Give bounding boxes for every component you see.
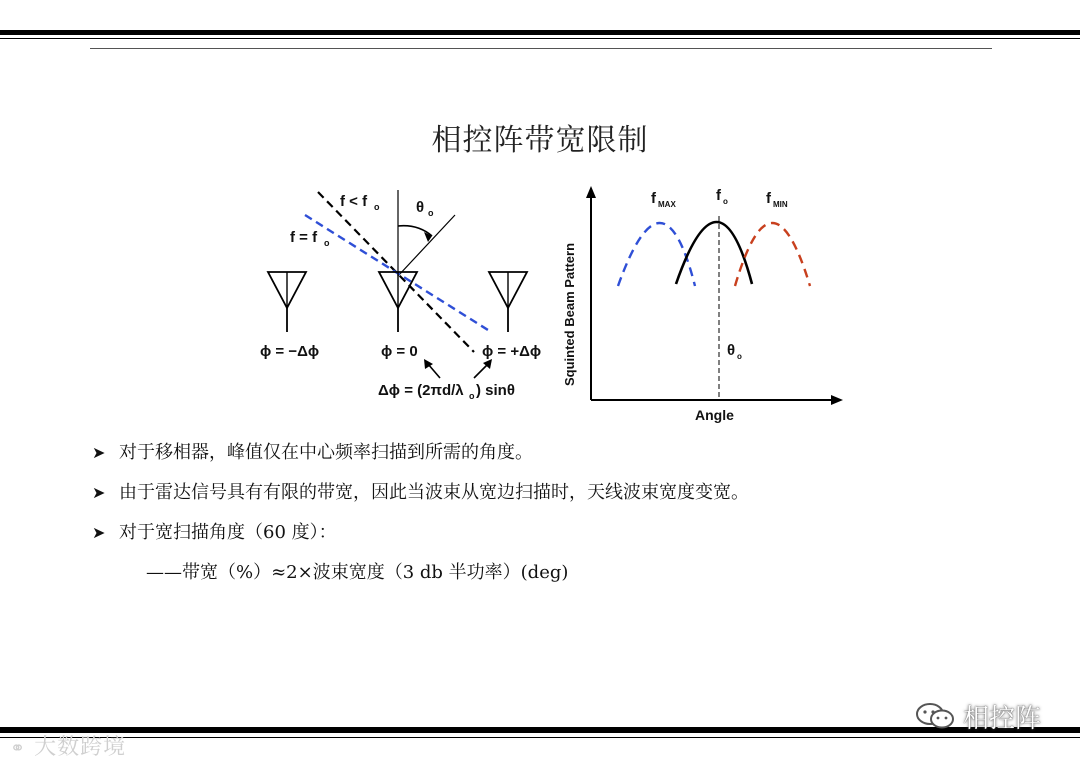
formula-part-b: ) sinθ: [476, 382, 515, 399]
formula-part-a: Δϕ = (2πd/λ: [378, 382, 464, 399]
x-axis-label: Angle: [695, 407, 734, 423]
theta-label: θ: [416, 199, 425, 216]
label-fmin: f: [766, 190, 771, 207]
y-axis-arrow: [586, 186, 596, 198]
slide-title: 相控阵带宽限制: [431, 123, 649, 158]
top-thin-rule: [0, 38, 1080, 39]
bullet-text: 对于宽扫描角度（60 度）：: [119, 522, 337, 543]
label-fmax: f: [651, 190, 656, 207]
watermark-right: [915, 700, 1041, 732]
theta-sub: o: [428, 208, 434, 218]
label-f-eq-fo-sub: o: [324, 238, 330, 248]
squint-plot: [555, 180, 855, 440]
bullet-item: [92, 520, 992, 560]
bullet-item: [92, 480, 992, 520]
antenna-mid-icon: [379, 272, 417, 332]
label-f-lt-fo: f < f: [340, 193, 368, 210]
theta-o-sub: o: [737, 352, 742, 361]
curve-fmax: [618, 223, 695, 286]
watermark-left-text: 大数跨境: [34, 735, 127, 760]
label-f-eq-fo: f = f: [290, 229, 318, 246]
bandwidth-formula-line: ——带宽（%）≈2×波束宽度（3 db 半功率）(deg): [146, 562, 569, 583]
bullet-text: 对于移相器，峰值仅在中心频率扫描到所需的角度。: [119, 442, 533, 463]
watermark-left: [10, 730, 126, 761]
header-line: [90, 48, 992, 49]
phase-left-label: ϕ = −Δϕ: [260, 343, 320, 360]
bullet-text: 由于雷达信号具有有限的带宽，因此当波束从宽边扫描时，天线波束宽度变宽。: [119, 482, 749, 503]
label-fmax-sub: MAX: [658, 200, 676, 209]
label-fo-sub: o: [723, 197, 728, 206]
formula-arrow-right: [474, 364, 488, 378]
formula-sub: o: [469, 391, 475, 401]
watermark-right-text: 相控阵: [963, 703, 1042, 734]
phase-mid-label: ϕ = 0: [381, 343, 418, 360]
watermark-logo-icon: ⚭: [10, 738, 27, 759]
wechat-icon: [915, 701, 957, 731]
label-f-lt-fo-sub: o: [374, 202, 380, 212]
bullet-item: [92, 440, 992, 480]
x-axis-arrow: [831, 395, 843, 405]
label-fo: f: [716, 187, 721, 204]
label-fmin-sub: MIN: [773, 200, 788, 209]
bullet-list: [92, 440, 992, 560]
curve-fo: [676, 222, 752, 284]
scan-direction-line: [398, 215, 455, 276]
phase-diagram: [0, 170, 560, 410]
phase-right-label: ϕ = +Δϕ: [482, 343, 542, 360]
arrow-bullet-icon: ➤: [92, 483, 106, 502]
arrow-bullet-icon: ➤: [92, 523, 106, 542]
theta-o-label: θ: [727, 342, 736, 359]
y-axis-label: Squinted Beam Pattern: [562, 242, 577, 386]
bottom-thin-rule: [0, 737, 1080, 738]
arrow-bullet-icon: ➤: [92, 443, 106, 462]
top-thick-rule: [0, 30, 1080, 35]
antenna-left-icon: [268, 272, 306, 332]
curve-fmin: [735, 223, 810, 286]
antenna-right-icon: [489, 272, 527, 332]
formula-arrow-left: [428, 364, 440, 378]
